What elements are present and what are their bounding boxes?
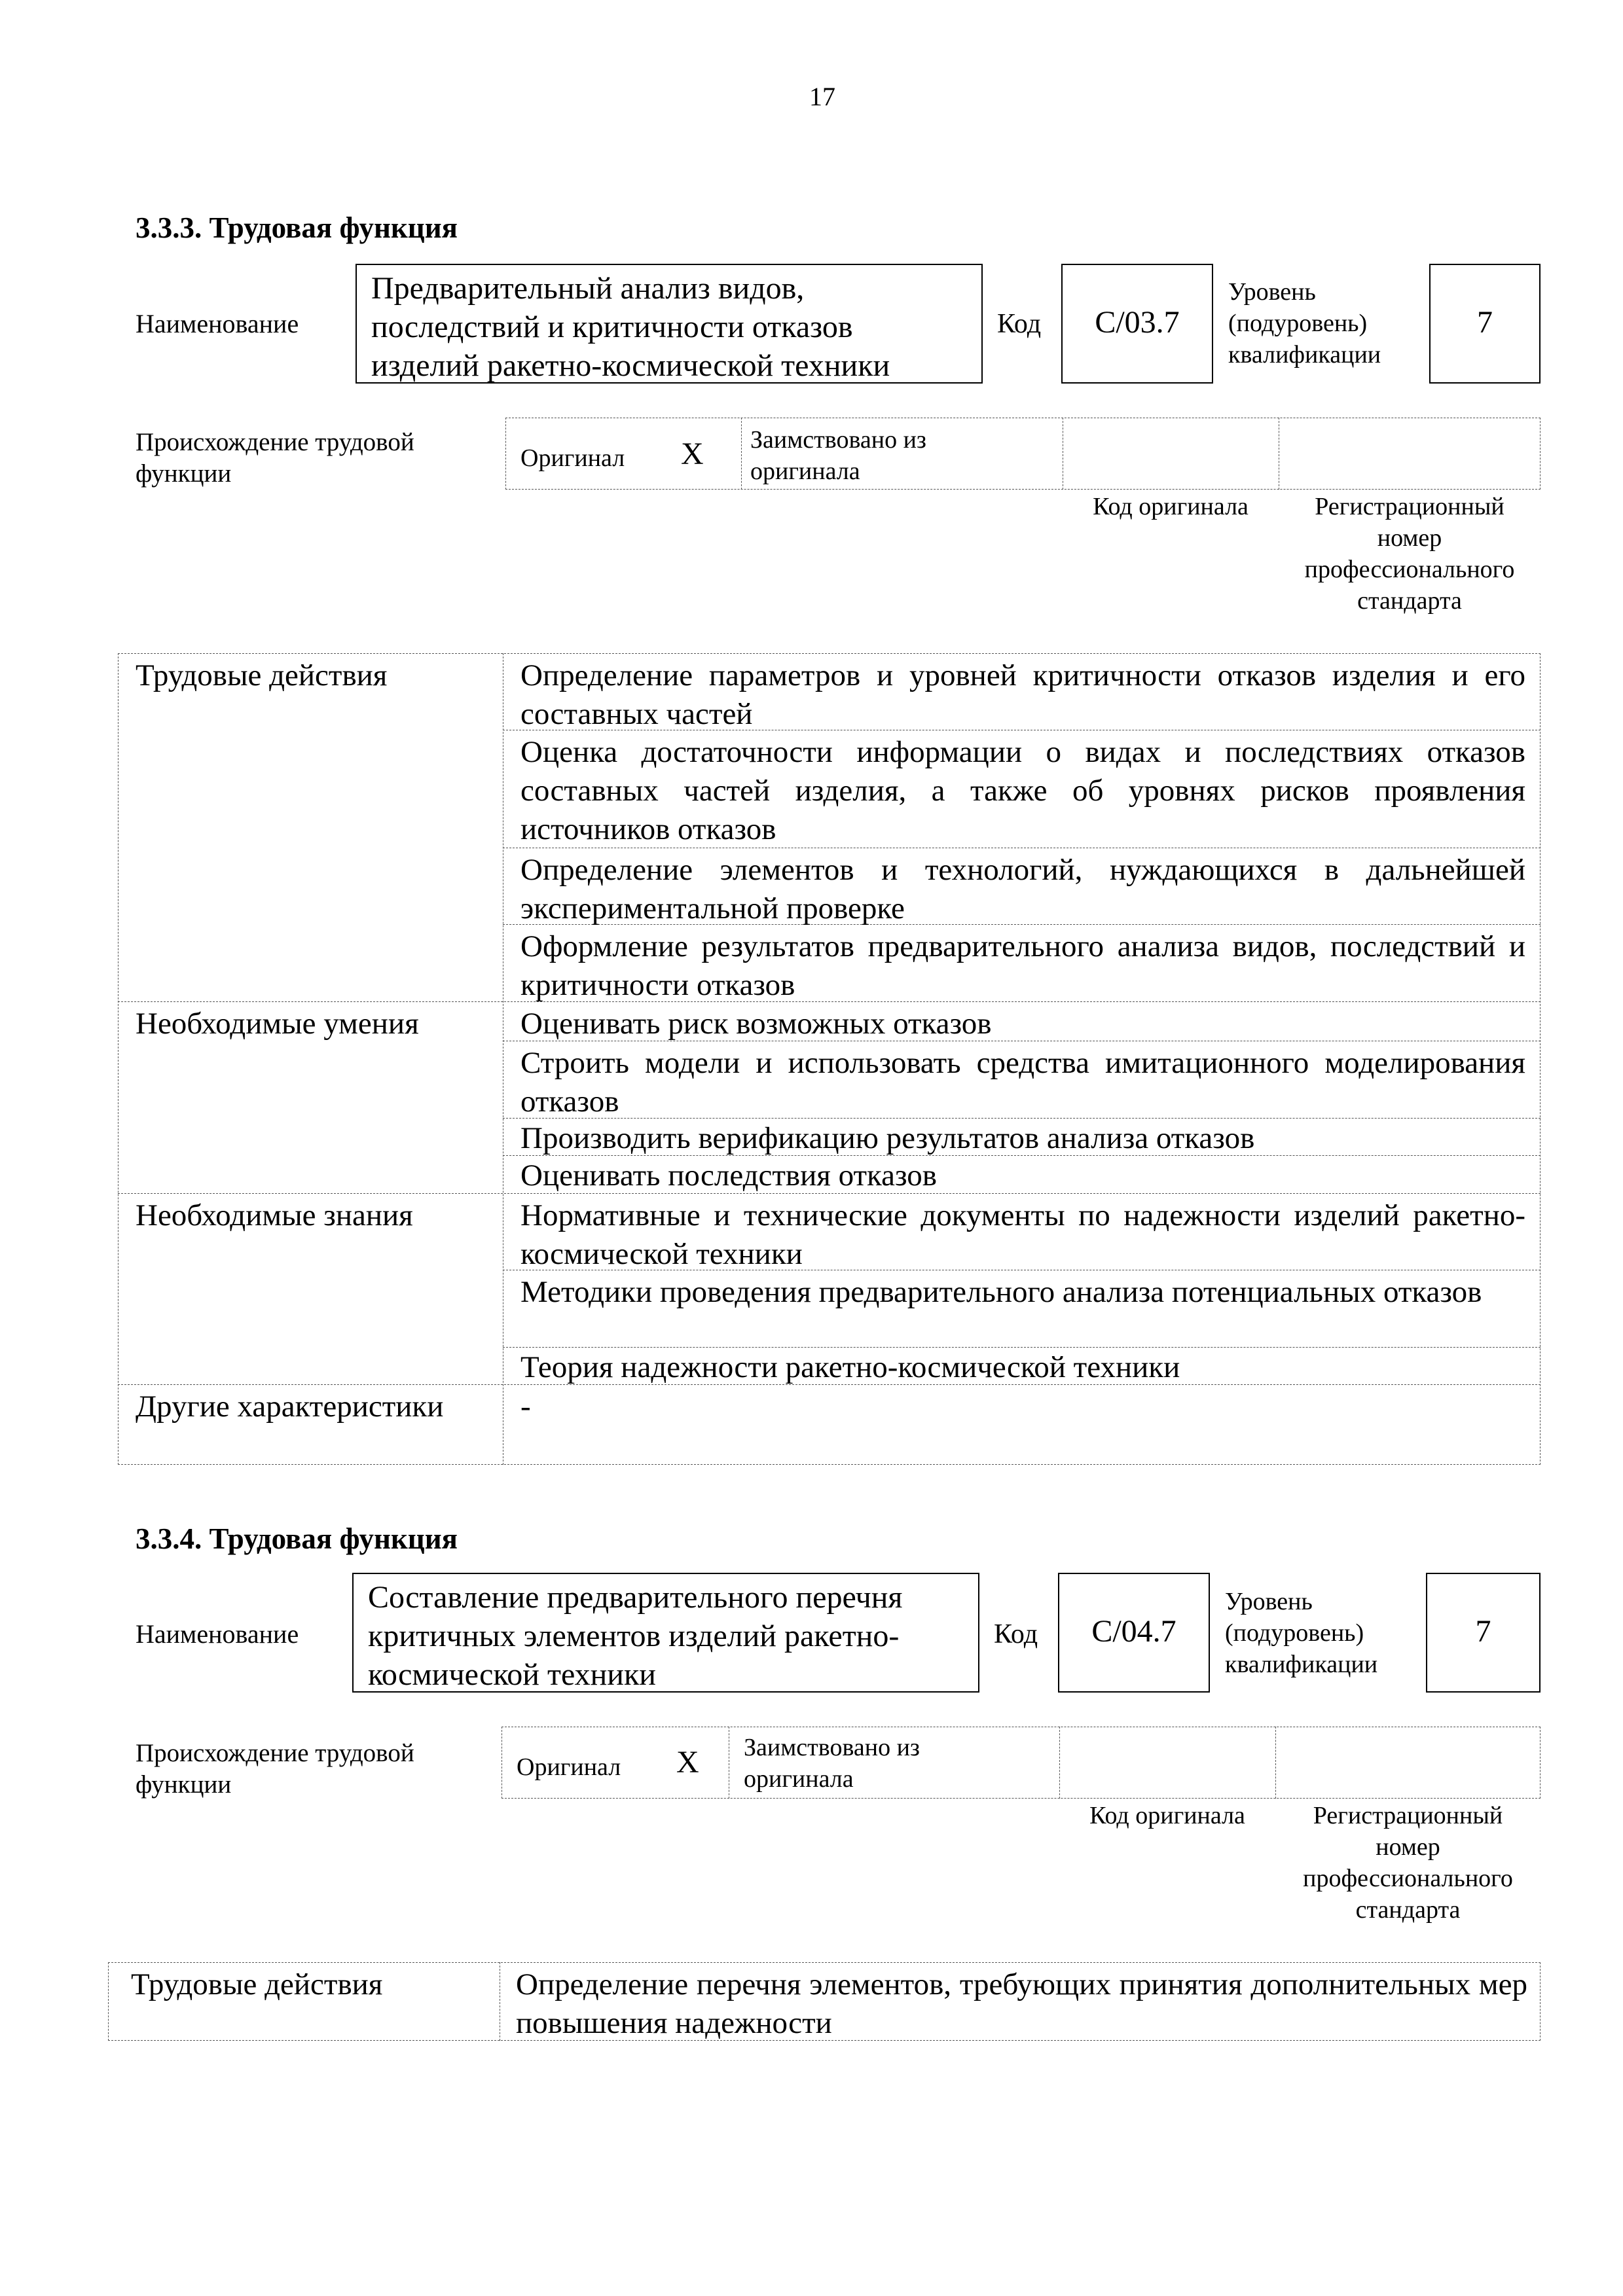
level-box [1426, 1573, 1541, 1693]
labor-action-item: Определение перечня элементов, требующих принятия дополнительных мер повышения надежности [516, 1967, 1527, 2040]
labor-action-item: Определение параметров и уровней критичности отказов изделия и его составных частей [520, 658, 1525, 731]
knowledge-item: Методики проведения предварительного анализа потенциальных отказов [520, 1275, 1482, 1309]
labor-actions-label: Трудовые действия [131, 1967, 383, 2001]
borrowed-label: Заимствовано из оригинала [744, 1734, 920, 1793]
reg-number-label: Регистрационный номер профессионального стандарта [1303, 1802, 1513, 1924]
origin-label: Происхождение трудовой функции [136, 1739, 414, 1799]
skill-item: Строить модели и использовать средства имитационного моделирования отказов [520, 1046, 1525, 1119]
page-number: 17 [809, 82, 835, 111]
function-code: C/03.7 [1095, 305, 1180, 340]
labor-actions-label: Трудовые действия [136, 658, 388, 692]
origin-table [505, 418, 1541, 490]
skill-item: Оценивать последствия отказов [520, 1158, 937, 1193]
function-code-box [1061, 264, 1213, 384]
name-label: Наименование [136, 309, 299, 338]
skill-item: Оценивать риск возможных отказов [520, 1007, 992, 1041]
other-characteristics-value: - [520, 1390, 531, 1424]
labor-action-item: Определение элементов и технологий, нуждающихся в дальнейшей экспериментальной проверке [520, 853, 1525, 925]
name-label: Наименование [136, 1619, 299, 1649]
origin-label: Происхождение трудовой функции [136, 428, 414, 488]
original-x-mark: X [681, 437, 704, 471]
section-heading-3-3-4: 3.3.4. Трудовая функция [136, 1522, 458, 1555]
level-value: 7 [1477, 305, 1493, 340]
origin-table [501, 1727, 1541, 1799]
reg-number-label: Регистрационный номер профессионального стандарта [1304, 493, 1515, 615]
labor-action-item: Оценка достаточности информации о видах и последствиях отказов составных частей изделия, а также об уровнях рисков проявления источников отказов [520, 735, 1525, 846]
labor-action-item: Оформление результатов предварительного анализа видов, последствий и критичности отказов [520, 929, 1525, 1002]
other-characteristics-label: Другие характеристики [136, 1390, 444, 1424]
level-label: Уровень (подуровень) квалификации [1228, 278, 1381, 368]
original-code-label: Код оригинала [1089, 1802, 1245, 1829]
level-box [1429, 264, 1541, 384]
original-label: Оригинал [517, 1753, 621, 1781]
level-label: Уровень (подуровень) квалификации [1225, 1588, 1378, 1678]
function-code-box [1058, 1573, 1210, 1693]
level-value: 7 [1475, 1614, 1491, 1649]
function-name-box [352, 1573, 979, 1693]
code-label: Код [997, 309, 1042, 339]
borrowed-label: Заимствовано из оригинала [750, 426, 926, 485]
original-code-label: Код оригинала [1093, 493, 1249, 520]
section-heading-3-3-3: 3.3.3. Трудовая функция [136, 211, 458, 244]
original-label: Оригинал [520, 444, 625, 472]
original-x-mark: X [676, 1745, 699, 1780]
function-name-box [356, 264, 983, 384]
function-code: C/04.7 [1091, 1614, 1176, 1649]
knowledge-item: Теория надежности ракетно-космической техники [520, 1350, 1180, 1384]
knowledge-item: Нормативные и технические документы по надежности изделий ракетно-космической техники [520, 1198, 1525, 1271]
skill-item: Производить верификацию результатов анализа отказов [520, 1121, 1255, 1155]
function-name: Предварительный анализ видов, последствий и критичности отказов изделий ракетно-космической техники [371, 271, 890, 383]
required-knowledge-label: Необходимые знания [136, 1198, 413, 1232]
code-label: Код [994, 1619, 1038, 1649]
required-skills-label: Необходимые умения [136, 1007, 419, 1041]
function-name: Составление предварительного перечня критичных элементов изделий ракетно- космической техники [368, 1580, 903, 1692]
